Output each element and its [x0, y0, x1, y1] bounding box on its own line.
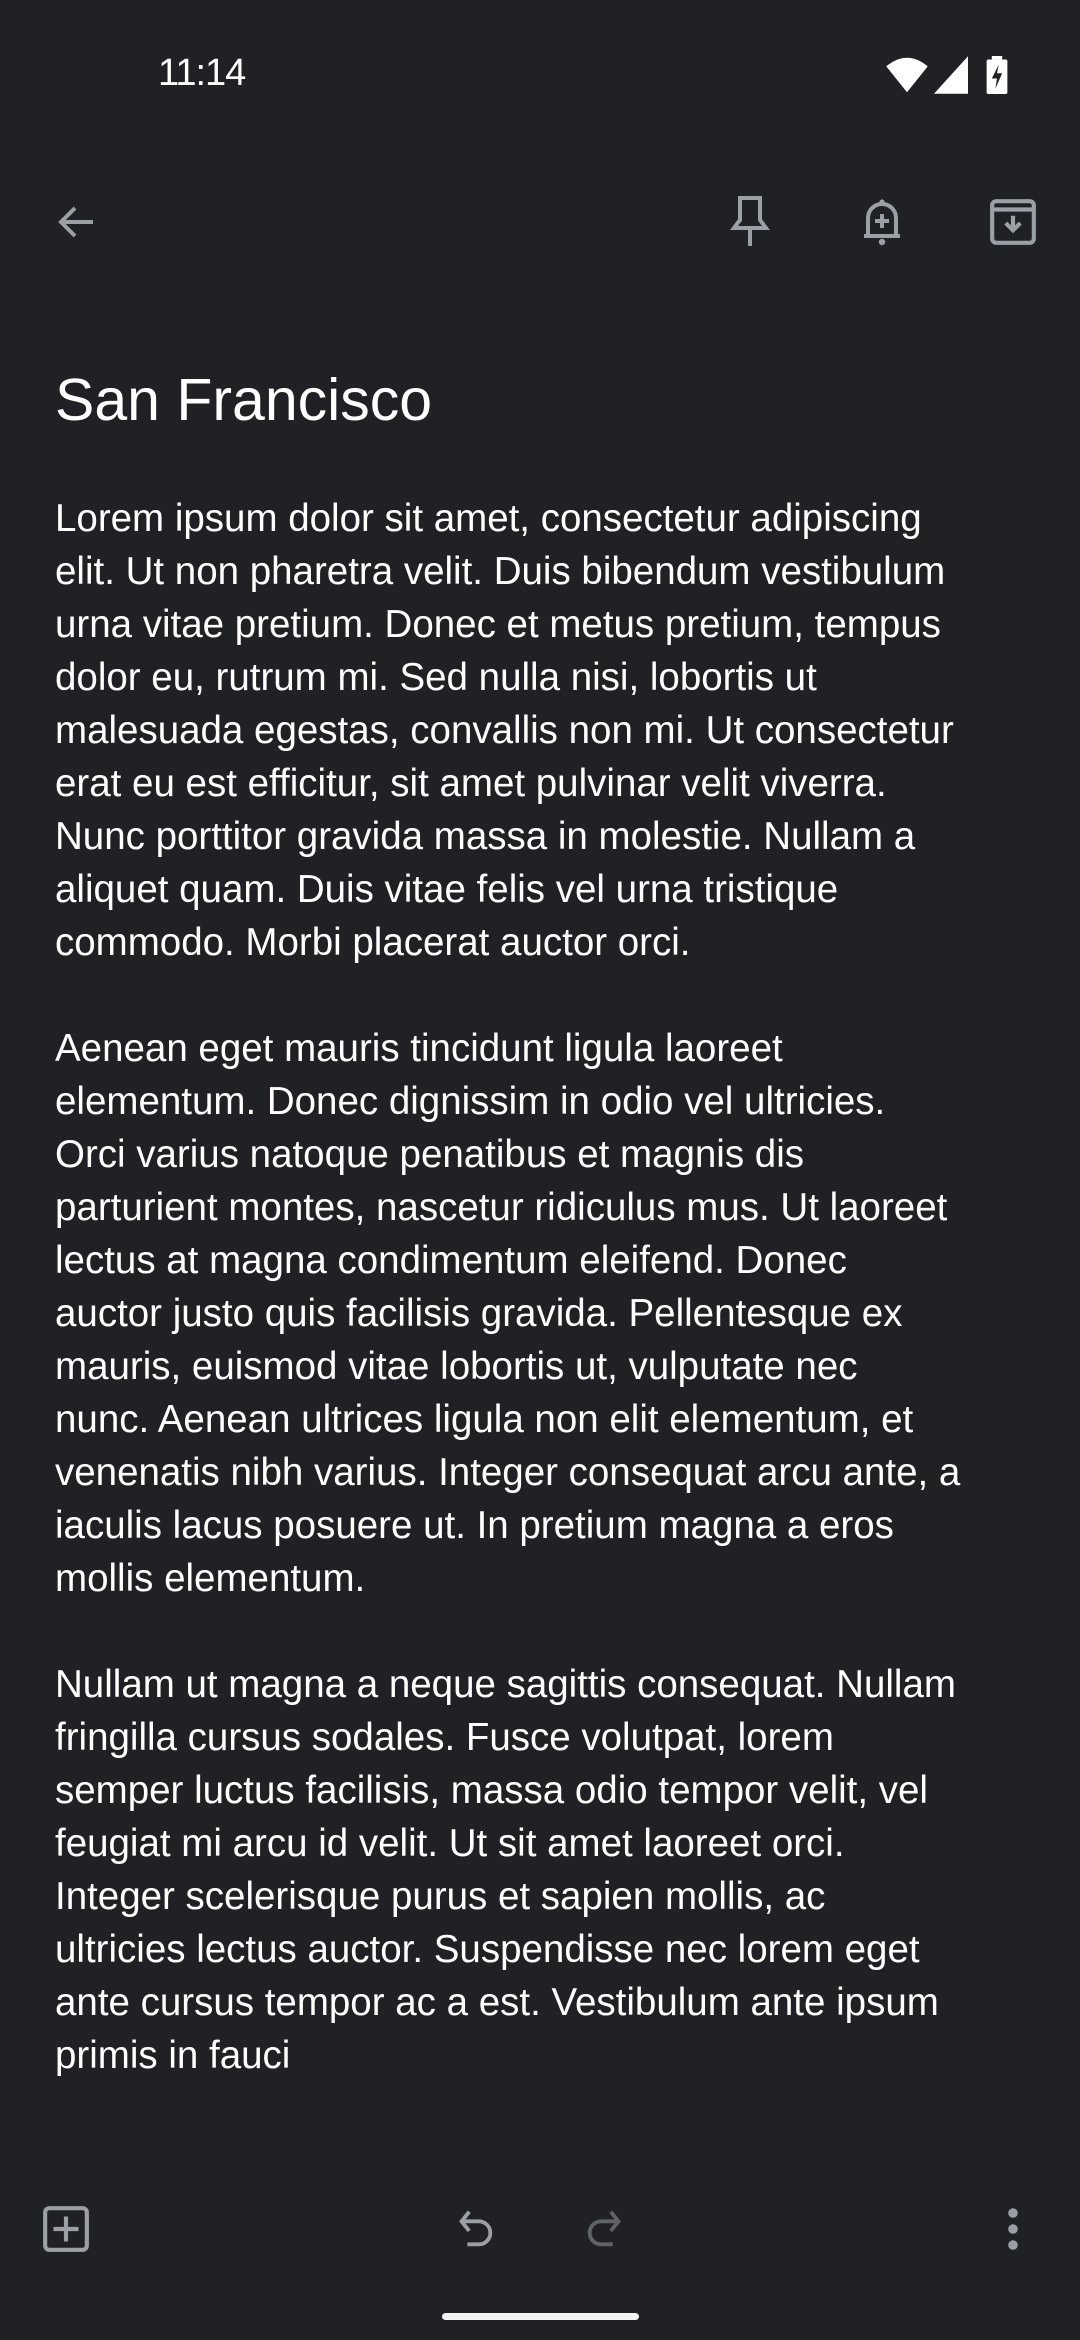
add-box-icon — [41, 2204, 91, 2254]
text-line: Nunc porttitor gravida massa in molestie. Nullam a — [55, 815, 916, 858]
pin-icon — [726, 194, 774, 250]
note-body[interactable] — [55, 492, 1065, 2135]
text-line: mauris, euismod vitae lobortis ut, vulputate nec — [55, 1345, 858, 1388]
text-line: primis in fauci — [55, 2034, 291, 2077]
text-line: erat eu est efficitur, sit amet pulvinar velit viverra. — [55, 762, 887, 805]
archive-icon — [988, 197, 1038, 247]
note-paragraph — [55, 1022, 1065, 1605]
redo-button[interactable] — [560, 2184, 650, 2274]
text-line: Integer scelerisque purus et sapien mollis, ac — [55, 1875, 826, 1918]
text-line: ultricies lectus auctor. Suspendisse nec lorem eget — [55, 1928, 920, 1971]
wifi-icon — [886, 56, 928, 94]
pin-button[interactable] — [705, 177, 795, 267]
text-line: Orci varius natoque penatibus et magnis dis — [55, 1133, 805, 1176]
text-line: semper luctus facilisis, massa odio tempor velit, vel — [55, 1769, 928, 1812]
add-content-button[interactable] — [21, 2184, 111, 2274]
add-reminder-button[interactable] — [837, 177, 927, 267]
text-line: mollis elementum. — [55, 1557, 366, 1600]
archive-button[interactable] — [968, 177, 1058, 267]
text-line: malesuada egestas, convallis non mi. Ut consectetur — [55, 709, 954, 752]
text-line: elit. Ut non pharetra velit. Duis bibendum vestibulum — [55, 550, 946, 593]
text-line: elementum. Donec dignissim in odio vel ultricies. — [55, 1080, 886, 1123]
note-paragraph — [55, 1658, 1065, 2082]
more-options-button[interactable] — [968, 2184, 1058, 2274]
back-arrow-icon — [53, 198, 101, 246]
text-line: aliquet quam. Duis vitae felis vel urna tristique — [55, 868, 839, 911]
gesture-nav-handle[interactable] — [442, 2313, 639, 2320]
text-line: Aenean eget mauris tincidunt ligula laoreet — [55, 1027, 783, 1070]
text-line: feugiat mi arcu id velit. Ut sit amet laoreet orci. — [55, 1822, 845, 1865]
text-line: Lorem ipsum dolor sit amet, consectetur adipiscing — [55, 497, 922, 540]
text-line: ante cursus tempor ac a est. Vestibulum ante ipsum — [55, 1981, 939, 2024]
text-line: parturient montes, nascetur ridiculus mus. Ut laoreet — [55, 1186, 948, 1229]
note-paragraph — [55, 492, 1065, 969]
undo-button[interactable] — [430, 2184, 520, 2274]
signal-icon — [934, 56, 968, 94]
text-line: auctor justo quis facilisis gravida. Pellentesque ex — [55, 1292, 903, 1335]
text-line: nunc. Aenean ultrices ligula non elit elementum, et — [55, 1398, 914, 1441]
text-line: Nullam ut magna a neque sagittis consequat. Nullam — [55, 1663, 956, 1706]
text-line: urna vitae pretium. Donec et metus pretium, tempus — [55, 603, 941, 646]
more-vert-icon — [1005, 2205, 1021, 2253]
text-line: venenatis nibh varius. Integer consequat arcu ante, a — [55, 1451, 961, 1494]
status-time: 11:14 — [158, 52, 246, 94]
back-button[interactable] — [32, 177, 122, 267]
text-line: commodo. Morbi placerat auctor orci. — [55, 921, 691, 964]
text-line: iaculis lacus posuere ut. In pretium magna a eros — [55, 1504, 894, 1547]
text-line: fringilla cursus sodales. Fusce volutpat, lorem — [55, 1716, 834, 1759]
redo-icon — [582, 2206, 628, 2252]
note-title[interactable]: San Francisco — [55, 367, 433, 433]
battery-charging-icon — [985, 56, 1009, 94]
text-line: dolor eu, rutrum mi. Sed nulla nisi, lobortis ut — [55, 656, 817, 699]
text-line: lectus at magna condimentum eleifend. Donec — [55, 1239, 847, 1282]
undo-icon — [452, 2206, 498, 2252]
add-reminder-icon — [858, 194, 906, 250]
